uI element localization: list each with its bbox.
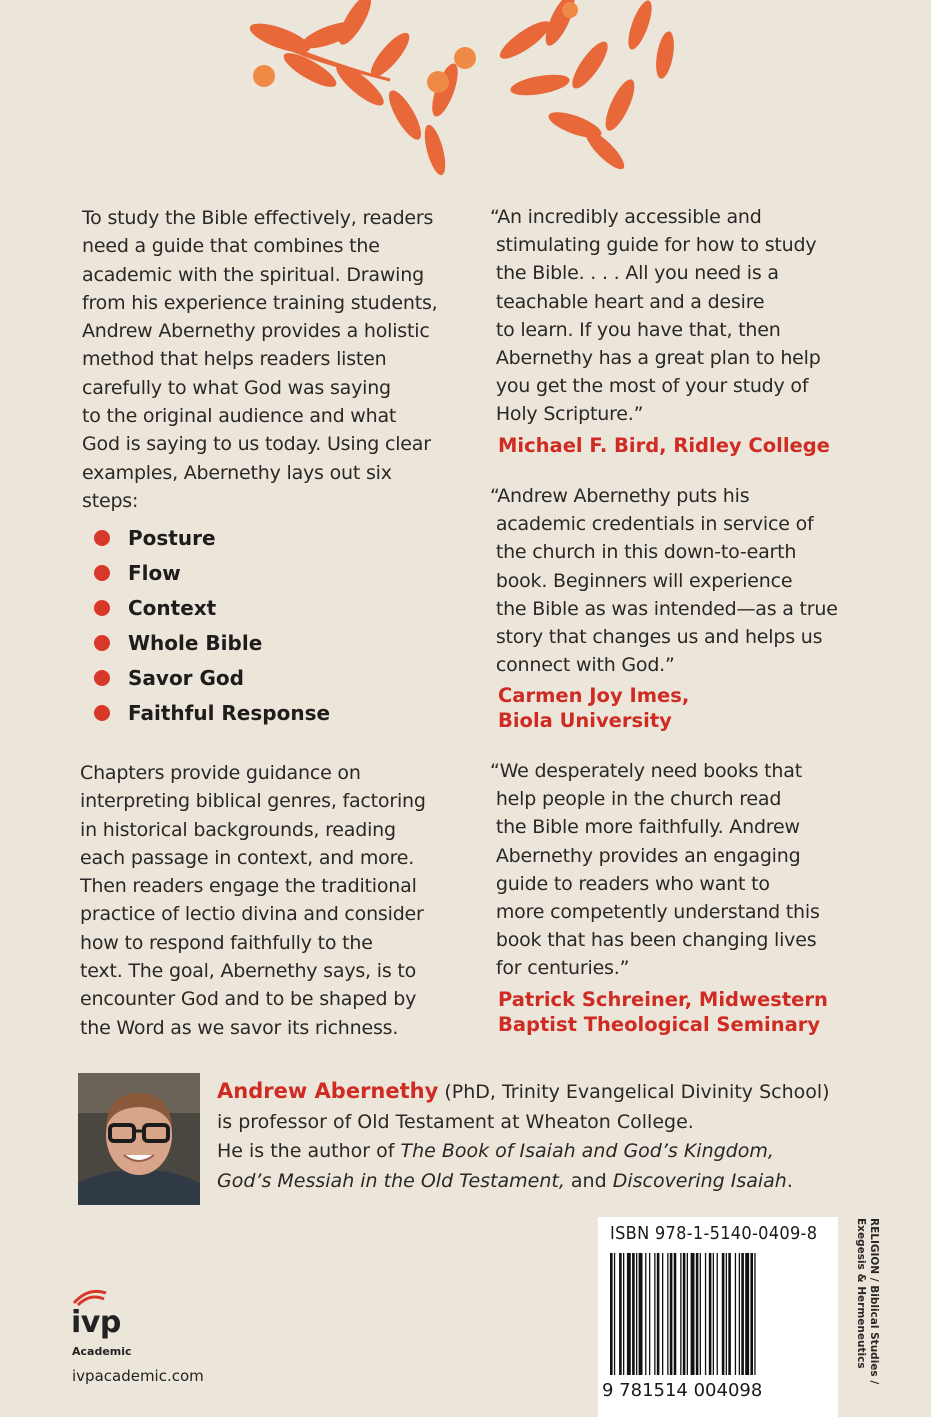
- text-line: practice of lectio divina and consider: [80, 903, 424, 926]
- bullet-dot-icon: [94, 530, 110, 546]
- text-line: how to respond faithfully to the: [80, 931, 373, 954]
- endorsement-quote: [490, 203, 860, 458]
- attribution-line: Carmen Joy Imes,: [498, 684, 690, 708]
- signal-arcs-icon: [72, 1283, 112, 1307]
- publisher-url: ivpacademic.com: [72, 1367, 204, 1385]
- quote-attribution: [498, 433, 860, 458]
- step-item: [94, 698, 330, 733]
- text-line: the Bible. . . . All you need is a: [495, 262, 779, 285]
- bullet-dot-icon: [94, 705, 110, 721]
- author-credential: (PhD, Trinity Evangelical Divinity School): [438, 1081, 830, 1103]
- text-line: method that helps readers listen: [82, 348, 387, 371]
- text-line: connect with God.”: [495, 654, 675, 677]
- text-line: “We desperately need books that: [490, 760, 802, 782]
- endorsement-quote: [490, 482, 860, 733]
- text-line: academic with the spiritual. Drawing: [82, 263, 424, 286]
- author-photo: [78, 1073, 200, 1205]
- text-line: book. Beginners will experience: [495, 569, 793, 592]
- text-line: Holy Scripture.”: [495, 403, 644, 426]
- step-label: Posture: [128, 526, 216, 550]
- text-line: Abernethy provides an engaging: [495, 844, 801, 867]
- text-line: text. The goal, Abernethy says, is to: [80, 960, 417, 983]
- book-title: The Book of Isaiah and God’s Kingdom,: [400, 1140, 774, 1162]
- text-line: in historical backgrounds, reading: [80, 818, 396, 841]
- author-position: is professor of Old Testament at Wheaton College.: [217, 1110, 694, 1133]
- text-line: to the original audience and what: [82, 405, 397, 428]
- text-line: Then readers engage the traditional: [80, 875, 417, 898]
- step-item: [94, 593, 330, 628]
- category-line: Exegesis & Hermeneutics: [855, 1218, 867, 1369]
- step-item: [94, 663, 330, 698]
- text-fragment: and: [564, 1169, 613, 1192]
- quote-attribution: [498, 683, 860, 733]
- category-text: [854, 1218, 880, 1384]
- book-title: Discovering Isaiah: [612, 1169, 787, 1192]
- publisher-logo-subtext: Academic: [72, 1345, 132, 1358]
- book-title: God’s Messiah in the Old Testament,: [217, 1169, 565, 1192]
- text-line: Chapters provide guidance on: [80, 762, 361, 784]
- step-item: [94, 628, 330, 663]
- text-line: more competently understand this: [495, 901, 820, 924]
- text-line: “An incredibly accessible and: [490, 206, 762, 228]
- text-line: you get the most of your study of: [495, 375, 809, 398]
- text-line: encounter God and to be shaped by: [80, 988, 417, 1011]
- text-line: from his experience training students,: [82, 291, 438, 314]
- text-line: need a guide that combines the: [82, 235, 380, 258]
- leaf-branch-illustration: [240, 0, 700, 190]
- quote-text: [490, 482, 860, 679]
- quote-text: [490, 757, 860, 983]
- text-line: the church in this down-to-earth: [495, 541, 797, 564]
- bullet-dot-icon: [94, 600, 110, 616]
- step-label: Flow: [128, 561, 181, 585]
- text-line: the Bible as was intended—as a true: [495, 597, 838, 620]
- step-label: Savor God: [128, 666, 244, 690]
- text-line: carefully to what God was saying: [82, 376, 391, 399]
- text-line: the Bible more faithfully. Andrew: [495, 816, 800, 839]
- quote-text: [490, 203, 860, 429]
- attribution-line: Patrick Schreiner, Midwestern: [498, 987, 828, 1011]
- attribution-line: Baptist Theological Seminary: [498, 1012, 821, 1036]
- text-line: for centuries.”: [495, 957, 630, 980]
- text-line: academic credentials in service of: [495, 513, 814, 536]
- quote-attribution: [498, 987, 860, 1037]
- bullet-dot-icon: [94, 635, 110, 651]
- step-item: [94, 523, 330, 558]
- step-label: Faithful Response: [128, 701, 331, 725]
- barcode-digits: 9 781514 004098: [602, 1380, 763, 1401]
- text-line: book that has been changing lives: [495, 929, 817, 952]
- description-paragraph: [82, 204, 452, 515]
- barcode-bars: [606, 1253, 830, 1381]
- text-line: Abernethy has a great plan to help: [495, 347, 821, 370]
- text-line: help people in the church read: [495, 788, 782, 811]
- step-label: Context: [128, 596, 217, 620]
- attribution-line: Biola University: [498, 709, 672, 733]
- chapters-paragraph: [80, 759, 452, 1042]
- step-item: [94, 558, 330, 593]
- publisher-logo-text: ivp: [71, 1305, 121, 1340]
- category-label: [842, 1218, 882, 1385]
- text-line: story that changes us and helps us: [495, 626, 823, 649]
- steps-list: [94, 523, 330, 733]
- text-line: each passage in context, and more.: [80, 846, 415, 869]
- text-line: examples, Abernethy lays out six steps:: [82, 461, 392, 512]
- author-books-intro: He is the author of: [217, 1140, 401, 1162]
- text-line: To study the Bible effectively, readers: [82, 207, 434, 229]
- text-line: teachable heart and a desire: [495, 290, 765, 313]
- author-bio: [217, 1077, 857, 1196]
- text-line: God is saying to us today. Using clear: [82, 433, 431, 456]
- chapters-description: [80, 759, 452, 1042]
- isbn-label: ISBN 978-1-5140-0409-8: [610, 1223, 818, 1244]
- step-label: Whole Bible: [128, 631, 263, 655]
- bullet-dot-icon: [94, 670, 110, 686]
- text-line: “Andrew Abernethy puts his: [490, 485, 750, 507]
- endorsement-quote: [490, 757, 860, 1037]
- description: [82, 204, 452, 515]
- attribution-line: Michael F. Bird, Ridley College: [498, 433, 830, 457]
- text-line: the Word as we savor its richness.: [80, 1016, 399, 1039]
- category-line: RELIGION / Biblical Studies /: [868, 1218, 880, 1385]
- text-line: guide to readers who want to: [495, 872, 770, 895]
- author-name: Andrew Abernethy: [217, 1079, 439, 1103]
- text-line: stimulating guide for how to study: [495, 234, 817, 257]
- isbn-barcode: [598, 1217, 838, 1417]
- text-line: interpreting biblical genres, factoring: [80, 790, 426, 813]
- bullet-dot-icon: [94, 565, 110, 581]
- text-line: Andrew Abernethy provides a holistic: [82, 320, 430, 343]
- text-line: to learn. If you have that, then: [495, 318, 781, 341]
- text-fragment: .: [786, 1169, 793, 1192]
